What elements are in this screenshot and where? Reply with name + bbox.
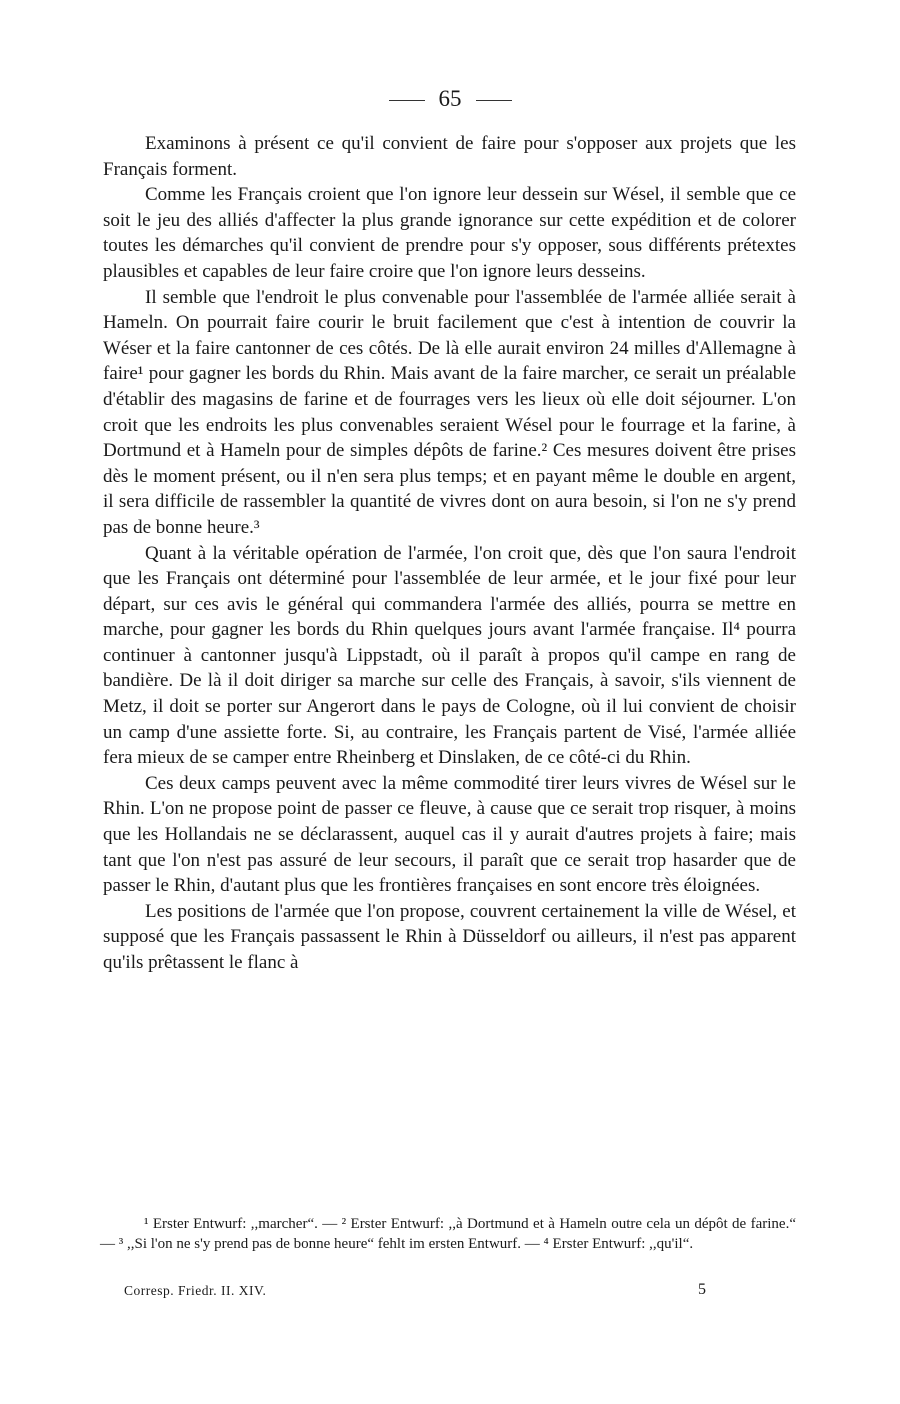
paragraph: Comme les Français croient que l'on ignore leur dessein sur Wésel, il semble que ce soit le jeu des alliés d'affecter la plus grande ignorance sur cette expédition et de colorer toutes les démarches qu'il convient de prendre pour s'y opposer, sous différents prétextes plausibles et capables de leur faire croire que l'on ignore leurs desseins. [103,184,796,282]
paragraph: Quant à la véritable opération de l'armée, l'on croit que, dès que l'on saura l'endroit que les Français ont déterminé pour l'assemblée de leur armée, et le jour fixé pour leur départ, sur ces avis le général qui commandera l'armée des alliés, pourra se mettre en marche, pour gagner les bords du Rhin quelques jours avant l'armée française. Il⁴ pourra continuer à cantonner jusqu'à Lippstadt, où il paraît à propos qu'il campe en rang de bandière. De là il doit diriger sa marche sur celle des Français, à savoir, s'ils viennent de Metz, il doit se porter sur Angerort dans le pays de Cologne, où il lui convient de choisir un camp d'une assiette forte. Si, au contraire, les Français partent de Visé, l'armée alliée fera mieux de se camper entre Rheinberg et Dinslaken, de ce côté-ci du Rhin. [103,542,796,769]
main-text [103,131,796,976]
paragraph: Ces deux camps peuvent avec la même commodité tirer leurs vivres de Wésel sur le Rhin. L'on ne propose point de passer ce fleuve, à cause que ce serait trop risquer, à moins que les Hollandais ne se déclarassent, auquel cas il y aurait d'autres projets à faire; mais tant que l'on n'est pas assuré de leur secours, il paraît que ce serait trop hasarder que de passer le Rhin, d'autant plus que les frontières françaises en sont encore très éloignées. [103,772,796,897]
header-dash-left [389,100,425,101]
footnote-text: ¹ Erster Entwurf: ,,marcher“. — ² Erster Entwurf: ,,à Dortmund et à Hameln outre cela un dépôt de farine.“ — ³ ,,Si l'on ne s'y prend pas de bonne heure“ fehlt im ersten Entwurf. — ⁴ Erster Entwurf: ,,qu'il“. [100,1216,796,1252]
signature-mark: Corresp. Friedr. II. XIV. [124,1283,267,1298]
page-number: 65 [438,86,462,111]
footnotes [100,1214,796,1254]
header-dash-right [476,100,512,101]
paragraph: Examinons à présent ce qu'il convient de faire pour s'opposer aux projets que les Français forment. [103,133,796,180]
paragraph: Les positions de l'armée que l'on propose, couvrent certainement la ville de Wésel, et supposé que les Français passassent le Rhin à Düsseldorf ou ailleurs, il n'est pas apparent qu'ils prêtassent le flanc à [103,900,796,973]
paragraph: Il semble que l'endroit le plus convenable pour l'assemblée de l'armée alliée serait à Hameln. On pourrait faire courir le bruit facilement que c'est à intention de couvrir la Wéser et la faire cantonner de ces côtés. De là elle aurait environ 24 milles d'Allemagne à faire¹ pour gagner les bords du Rhin. Mais avant de la faire marcher, ce serait un préalable d'établir des magasins de farine et de fourrages vers les lieux où elle doit séjourner. L'on croit que les endroits les plus convenables seraient Wésel pour le fourrage et la farine, à Dortmund et à Hameln pour de simples dépôts de farine.² Ces mesures doivent être prises dès le moment présent, ou il n'en sera plus temps; et en payant même le double en argent, il sera difficile de rassembler la quantité de vivres dont on aura besoin, si l'on ne s'y prend pas de bonne heure.³ [103,286,796,538]
page-header [0,84,900,114]
sheet-number: 5 [698,1281,706,1298]
